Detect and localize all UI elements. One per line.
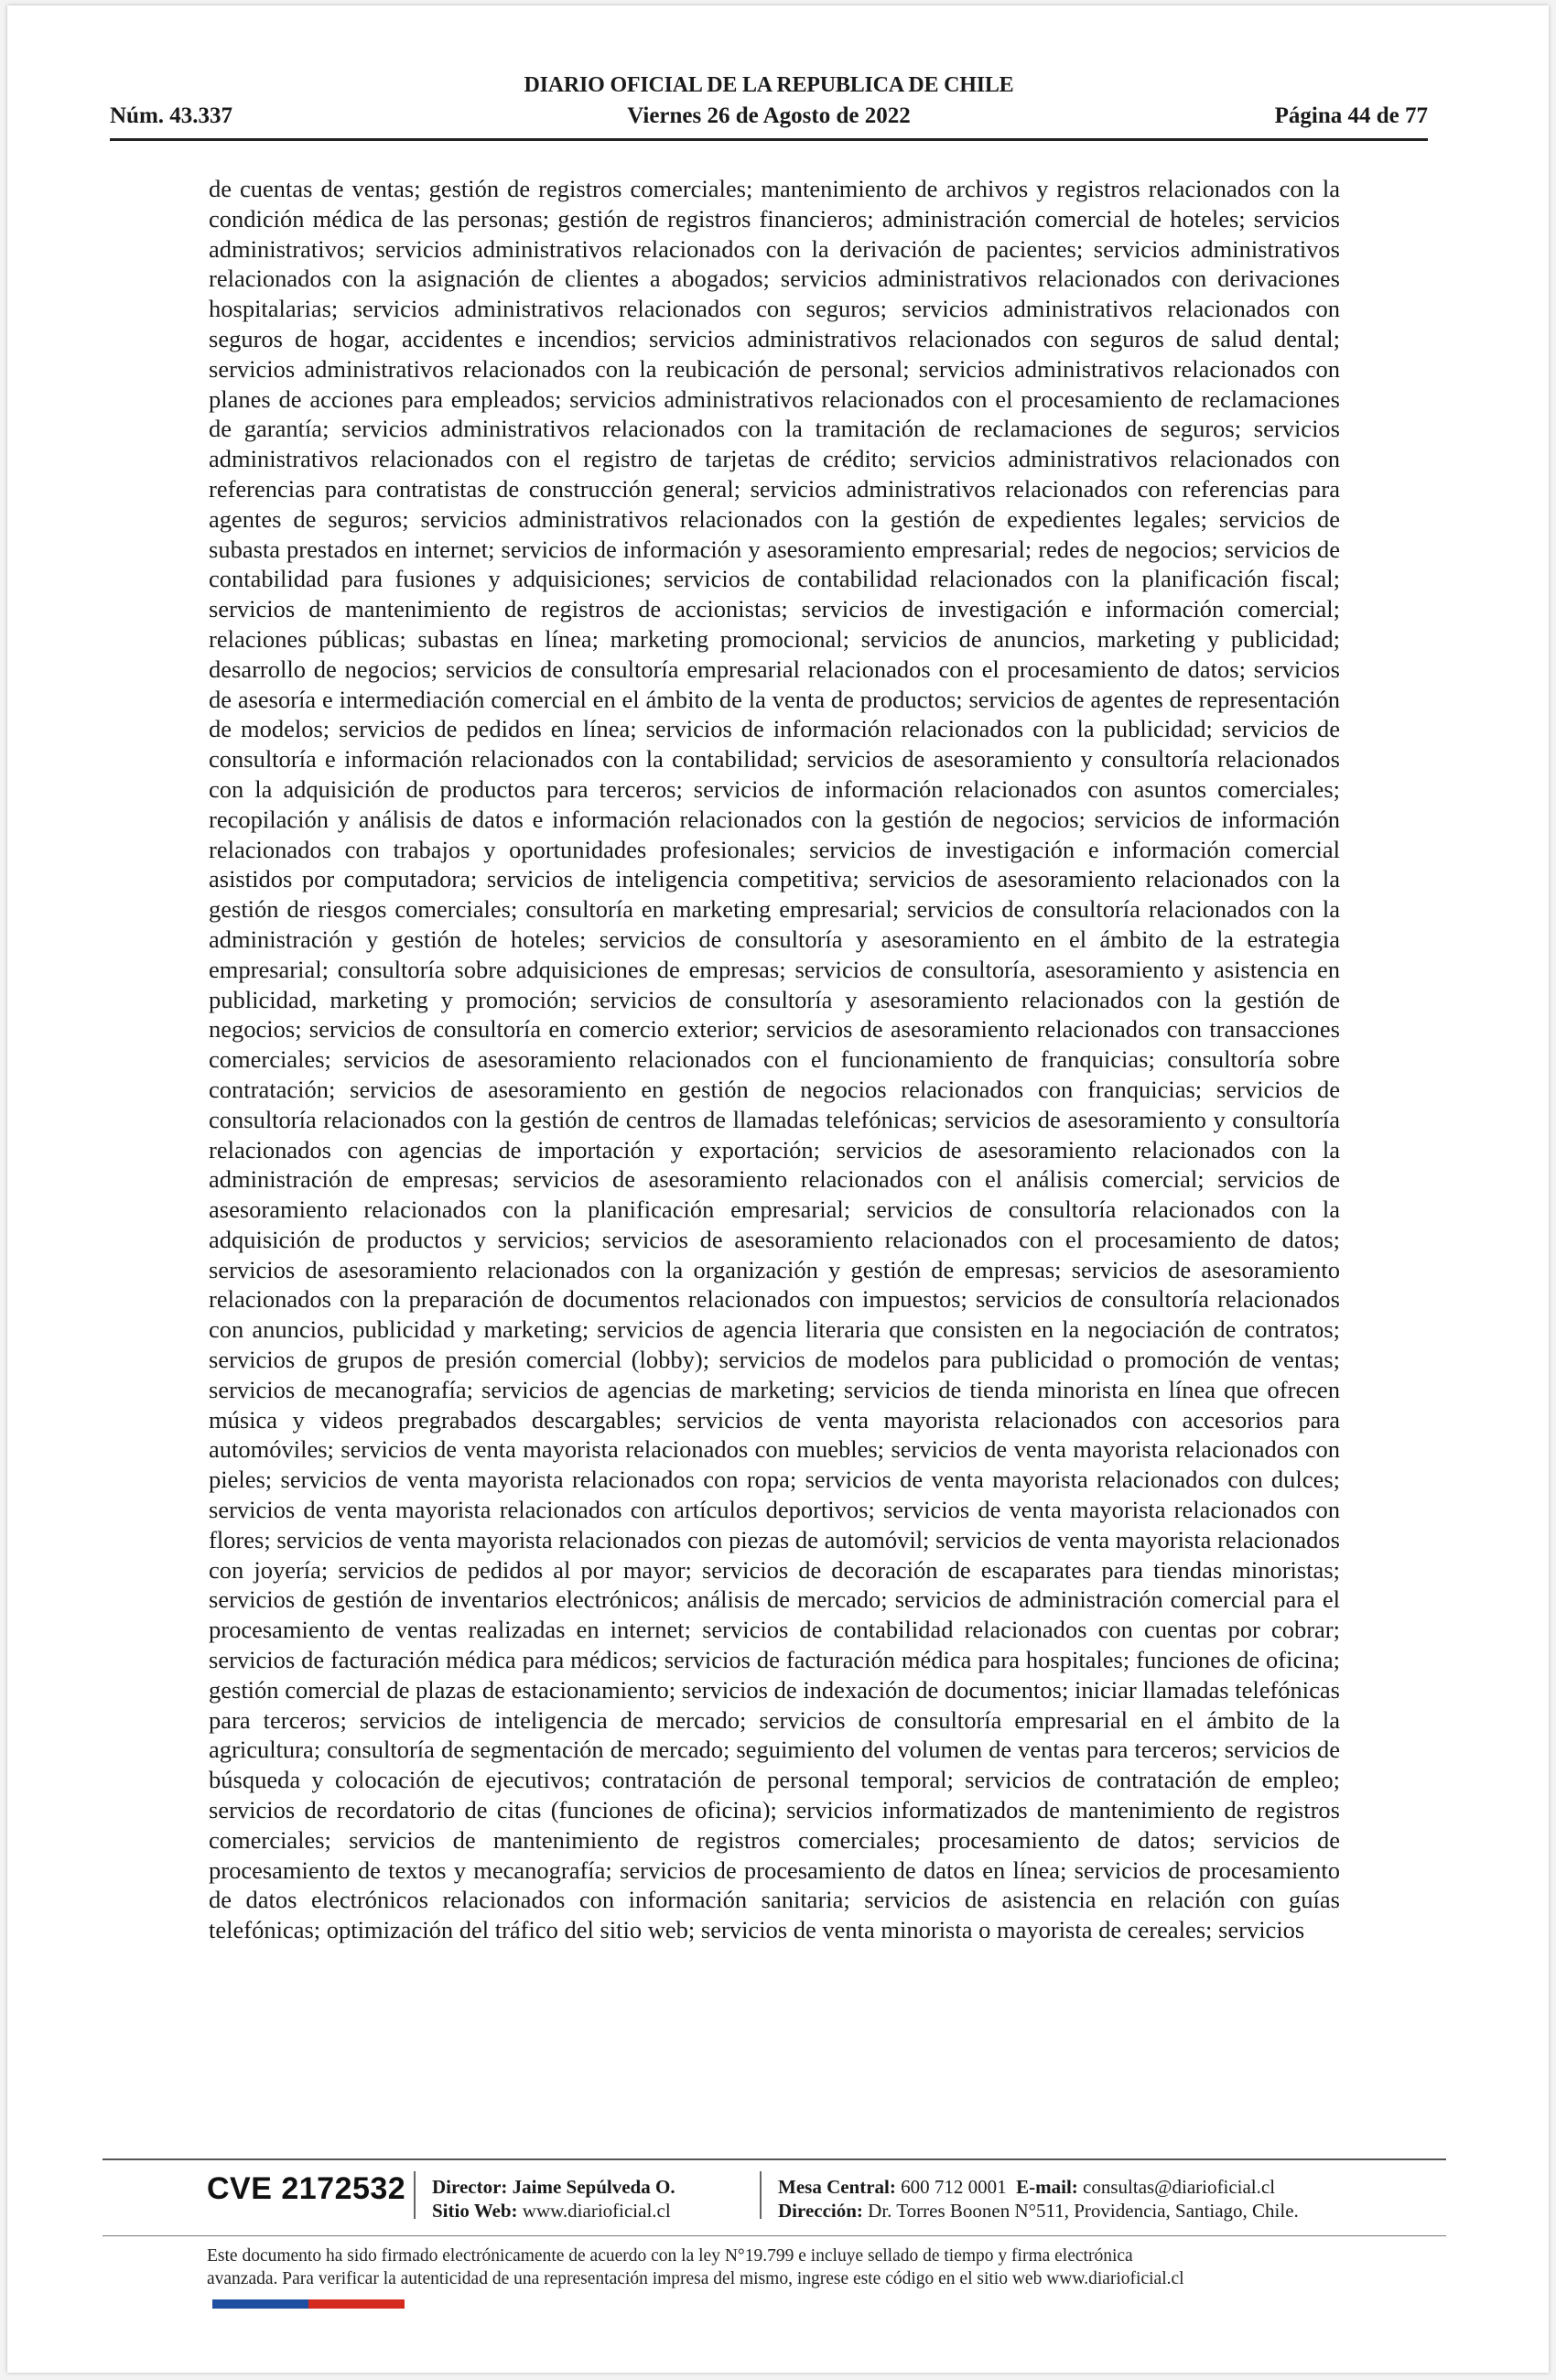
legal-line: Este documento ha sido firmado electrónicamente de acuerdo con la ley N°19.799 e incluye sellado de tiempo y firma electrónica [207, 2246, 1133, 2266]
page-number: Página 44 de 77 [1274, 103, 1428, 128]
website-link[interactable]: www.diarioficial.cl [522, 2200, 671, 2222]
body-paragraph: de cuentas de ventas; gestión de registros comerciales; mantenimiento de archivos y registros relacionados con la condición médica de las personas; gestión de registros financieros; administración comercial de hoteles; servicios administrativos; servicios administrativos relacionados con la derivación de pacientes; servicios administrativos relacionados con la asignación de clientes a abogados; servicios administrativos relacionados con derivaciones hospitalarias; servicios administrativos relacionados con seguros; servicios administrativos relacionados con seguros de hogar, accidentes e incendios; servicios administrativos relacionados con seguros de salud dental; servicios administrativos relacionados con la reubicación de personal; servicios administrativos relacionados con planes de acciones para empleados; servicios administrativos relacionados con el procesamiento de reclamaciones de garantía; servicios administrativos relacionados con la tramitación de reclamaciones de seguros; servicios administrativos relacionados con el registro de tarjetas de crédito; servicios administrativos relacionados con referencias para contratistas de construcción general; servicios administrativos relacionados con referencias para agentes de seguros; servicios administrativos relacionados con la gestión de expedientes legales; servicios de subasta prestados en internet; servicios de información y asesoramiento empresarial; redes de negocios; servicios de contabilidad para fusiones y adquisiciones; servicios de contabilidad relacionados con la planificación fiscal; servicios de mantenimiento de registros de accionistas; servicios de investigación e información comercial; relaciones públicas; subastas en línea; marketing promocional; servicios de anuncios, marketing y publicidad; desarrollo de negocios; servicios de consultoría empresarial relacionados con el procesamiento de datos; servicios de asesoría e intermediación comercial en el ámbito de la venta de productos; servicios de agentes de representación de modelos; servicios de pedidos en línea; servicios de información relacionados con la publicidad; servicios de consultoría e información relacionados con la contabilidad; servicios de asesoramiento y consultoría relacionados con la adquisición de productos para terceros; servicios de información relacionados con asuntos comerciales; recopilación y análisis de datos e información relacionados con la gestión de negocios; servicios de información relacionados con trabajos y oportunidades profesionales; servicios de investigación e información comercial asistidos por computadora; servicios de inteligencia competitiva; servicios de asesoramiento relacionados con la gestión de riesgos comerciales; consultoría en marketing empresarial; servicios de consultoría relacionados con la administración y gestión de hoteles; servicios de consultoría y asesoramiento en el ámbito de la estrategia empresarial; consultoría sobre adquisiciones de empresas; servicios de consultoría, asesoramiento y asistencia en publicidad, marketing y promoción; servicios de consultoría y asesoramiento relacionados con la gestión de negocios; servicios de consultoría en comercio exterior; servicios de asesoramiento relacionados con transacciones comerciales; servicios de asesoramiento relacionados con el funcionamiento de franquicias; consultoría sobre contratación; servicios de asesoramiento en gestión de negocios relacionados con franquicias; servicios de consultoría relacionados con la gestión de centros de llamadas telefónicas; servicios de asesoramiento y consultoría relacionados con agencias de importación y exportación; servicios de asesoramiento relacionados con la administración de empresas; servicios de asesoramiento relacionados con el análisis comercial; servicios de asesoramiento relacionados con la planificación empresarial; servicios de consultoría relacionados con la adquisición de productos y servicios; servicios de asesoramiento relacionados con el procesamiento de datos; servicios de asesoramiento relacionados con la organización y gestión de empresas; servicios de asesoramiento relacionados con la preparación de documentos relacionados con impuestos; servicios de consultoría relacionados con anuncios, publicidad y marketing; servicios de agencia literaria que consisten en la negociación de contratos; servicios de grupos de presión comercial (lobby); servicios de modelos para publicidad o promoción de ventas; servicios de mecanografía; servicios de agencias de marketing; servicios de tienda minorista en línea que ofrecen música y videos pregrabados descargables; servicios de venta mayorista relacionados con accesorios para automóviles; servicios de venta mayorista relacionados con muebles; servicios de venta mayorista relacionados con pieles; servicios de venta mayorista relacionados con ropa; servicios de venta mayorista relacionados con dulces; servicios de venta mayorista relacionados con artículos deportivos; servicios de venta mayorista relacionados con flores; servicios de venta mayorista relacionados con piezas de automóvil; servicios de venta mayorista relacionados con joyería; servicios de pedidos al por mayor; servicios de decoración de escaparates para tiendas minoristas; servicios de gestión de inventarios electrónicos; análisis de mercado; servicios de administración comercial para el procesamiento de ventas realizadas en internet; servicios de contabilidad relacionados con cuentas por cobrar; servicios de facturación médica para médicos; servicios de facturación médica para hospitales; funciones de oficina; gestión comercial de plazas de estacionamiento; servicios de indexación de documentos; iniciar llamadas telefónicas para terceros; servicios de inteligencia de mercado; servicios de consultoría empresarial en el ámbito de la agricultura; consultoría de segmentación de mercado; seguimiento del volumen de ventas para terceros; servicios de búsqueda y colocación de ejecutivos; contratación de personal temporal; servicios de contratación de empleo; servicios de recordatorio de citas (funciones de oficina); servicios informatizados de mantenimiento de registros comerciales; servicios de mantenimiento de registros comerciales; procesamiento de datos; servicios de procesamiento de textos y mecanografía; servicios de procesamiento de datos en línea; servicios de procesamiento de datos electrónicos relacionados con información sanitaria; servicios de asistencia en relación con guías telefónicas; optimización del tráfico del sitio web; servicios de venta minorista o mayorista de cereales; servicios [209, 175, 1340, 1944]
header-divider [110, 138, 1428, 141]
issue-date: Viernes 26 de Agosto de 2022 [627, 103, 911, 128]
legal-notice [207, 2245, 1397, 2290]
website-label: Sitio Web: [432, 2200, 518, 2222]
director-name: Jaime Sepúlveda O. [512, 2176, 675, 2198]
footer-divider-bottom [103, 2235, 1446, 2236]
legal-line: avanzada. Para verificar la autenticidad de una representación impresa del mismo, ingrese este código en el sitio web www.diarioficial.cl [207, 2269, 1184, 2288]
director-line [432, 2175, 675, 2199]
email-link[interactable]: consultas@diarioficial.cl [1083, 2176, 1276, 2198]
contact-line [778, 2175, 1299, 2199]
footer-separator [414, 2171, 416, 2219]
footer-divider-top [103, 2158, 1446, 2160]
footer-separator [760, 2171, 762, 2219]
cve-code: CVE 2172532 [207, 2171, 406, 2206]
address-label: Dirección: [778, 2200, 863, 2222]
address-line [778, 2199, 1299, 2223]
email-label: E-mail: [1016, 2176, 1078, 2198]
footer-director-block [432, 2175, 675, 2223]
chile-flag-stripe [212, 2299, 405, 2309]
newspaper-title: DIARIO OFICIAL DE LA REPUBLICA DE CHILE [524, 73, 1014, 97]
issue-number: Núm. 43.337 [110, 103, 233, 128]
flag-blue-segment [212, 2299, 308, 2309]
page-header [110, 73, 1428, 146]
address-value: Dr. Torres Boonen N°511, Providencia, Santiago, Chile. [868, 2200, 1299, 2222]
phone-label: Mesa Central: [778, 2176, 896, 2198]
footer-contact-block [778, 2175, 1299, 2223]
director-label: Director: [432, 2176, 508, 2198]
phone-value: 600 712 0001 [901, 2176, 1007, 2198]
flag-red-segment [308, 2299, 405, 2309]
website-line [432, 2199, 675, 2223]
